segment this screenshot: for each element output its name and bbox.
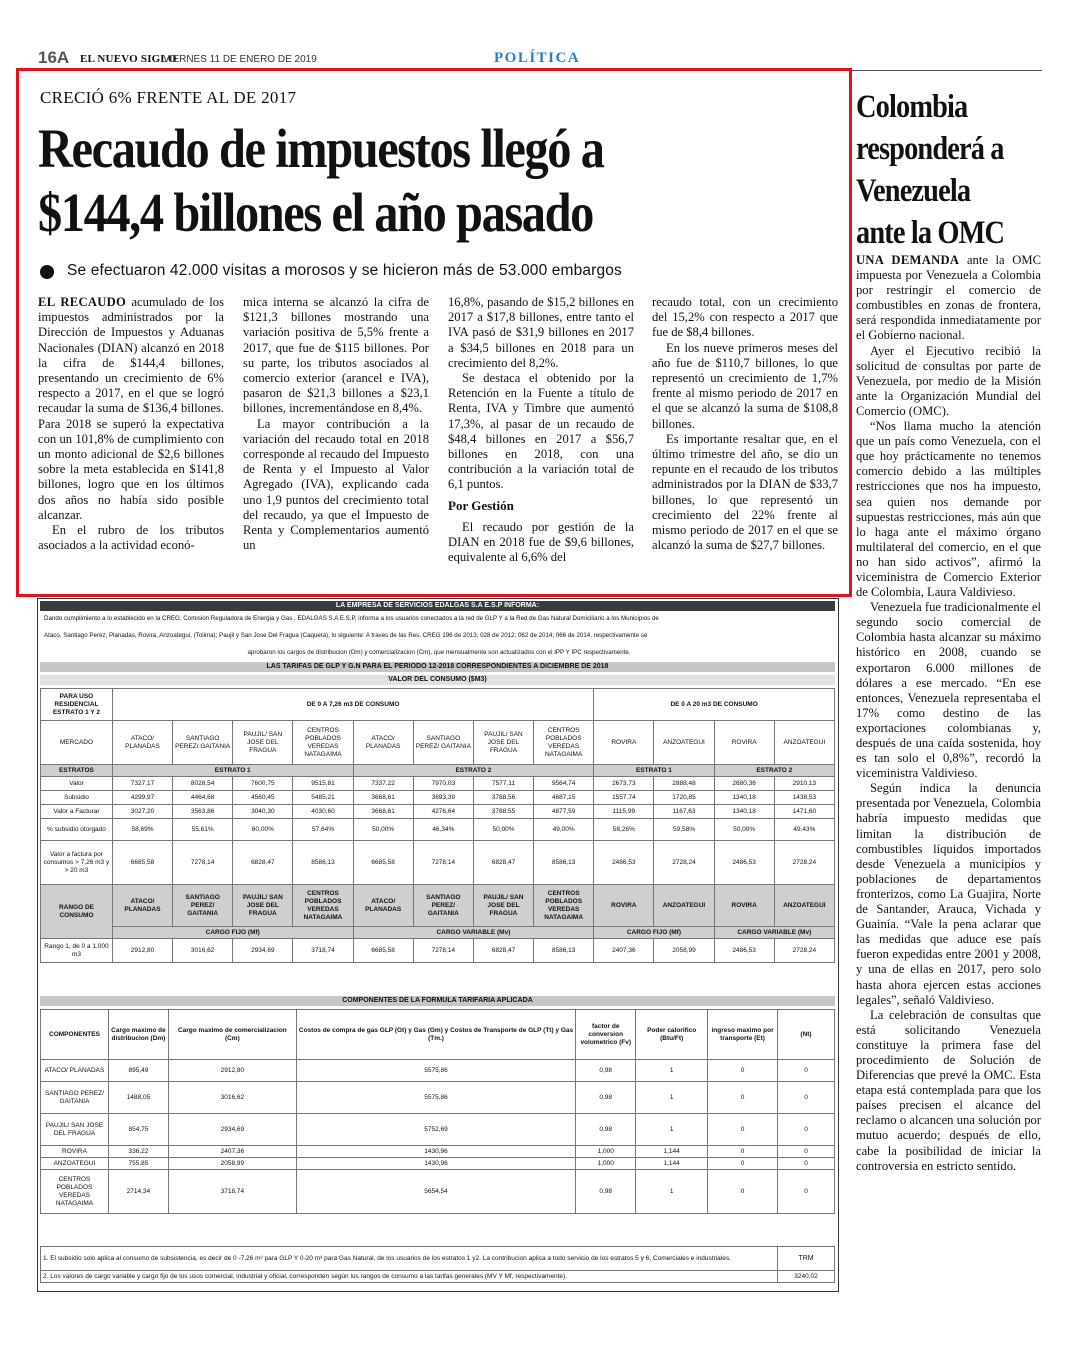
- cargo-row: [41, 927, 835, 939]
- component-value: 0: [778, 1114, 835, 1146]
- component-name: SANTIAGO PEREZ/ GAITANIA: [41, 1082, 109, 1114]
- value-cell: 6685,58: [353, 841, 413, 885]
- market-cell: ANZOATEGUI: [774, 721, 834, 765]
- estrato-1-cell: ESTRATO 1: [112, 765, 353, 777]
- market-cell: ATACO/ PLANADAS: [112, 885, 172, 927]
- rango-1-label: Rango 1, de 0 a 1,000 m3: [41, 939, 113, 963]
- component-name: ANZOATEGUI: [41, 1158, 109, 1170]
- value-cell: 7278,14: [413, 939, 473, 963]
- rango-consumo-cell: RANGO DE CONSUMO: [41, 885, 113, 939]
- market-cell: CENTROS POBLADOS VEREDAS NATAGAIMA: [534, 721, 594, 765]
- value-cell: 6828,47: [473, 841, 533, 885]
- component-header: (Nt): [778, 1010, 835, 1060]
- newspaper-name: EL NUEVO SIGLO: [80, 53, 177, 65]
- market-row: [41, 721, 835, 765]
- paragraph: La celebración de consultas que está solicitando Venezuela constituye la primera fase del procedimiento de Solución de Diferencias que prevé la OMC. Esta etapa está contemplada para que los países precisen el alcance del reclamo o alcancen una solución por mutuo acuerdo; después de ello, cabe la posibilidad de iniciar la controversia en estricto sentido.: [856, 1007, 1041, 1173]
- component-header: factor de conversion volumetrico (Fv): [576, 1010, 636, 1060]
- market-cell: PAUJIL/ SAN JOSE DEL FRAGUA: [473, 721, 533, 765]
- component-value: 0,98: [576, 1114, 636, 1146]
- value-cell: 6828,47: [473, 939, 533, 963]
- headline-line-1: Recaudo de impuestos llegó a: [38, 118, 604, 179]
- market-cell: ROVIRA: [714, 721, 774, 765]
- value-cell: 2912,80: [112, 939, 172, 963]
- trm-value: 3240,02: [778, 1271, 835, 1283]
- value-cell: 1340,18: [714, 805, 774, 819]
- component-value: 2714,34: [108, 1170, 168, 1214]
- paragraph: Venezuela fue tradicionalmente el segundo socio comercial de Colombia hasta alcanzar su máximo histórico en 2008, cuando se exportaron 6.000 millones de dólares a ese mercado. “En ese entonces, Venezuela representaba el 17% como destino de las exportaciones colombianas y, después de una caída sostenida, hoy es tan solo el 0,8%”, recordó la viceministra Valdivieso.: [856, 600, 1041, 781]
- value-cell: 7970,03: [413, 777, 473, 791]
- component-value: 1,000: [576, 1158, 636, 1170]
- notes-table: [40, 1246, 835, 1283]
- paragraph: “Nos llama mucho la atención que un país como Venezuela, con el que hoy prácticamente no tenemos comercio debido a las múltiples restricciones que nos ha impuesto, sea quien nos demande por supuestas restricciones, más aún que lo haga ante el máximo órgano multilateral del comercio, en el que no han sido activos”, afirmó la viceministra de Comercio Exterior de Colombia, Laura Valdivieso.: [856, 419, 1041, 600]
- market-cell: SANTIAGO PEREZ/ GAITANIA: [173, 885, 233, 927]
- paragraph: En el rubro de los tributos asociados a la actividad econó-: [38, 523, 224, 553]
- headline-line-2: $144,4 billones el año pasado: [38, 182, 593, 243]
- component-name: ATACO/ PLANADAS: [41, 1060, 109, 1082]
- issue-date: VIERNES 11 DE ENERO DE 2019: [163, 54, 317, 65]
- market-cell: ROVIRA: [594, 721, 654, 765]
- component-row: [41, 1060, 835, 1082]
- value-cell: 3563,86: [173, 805, 233, 819]
- value-cell: 3718,74: [293, 939, 353, 963]
- row-label: Subsidio: [41, 791, 113, 805]
- value-cell: 1720,85: [654, 791, 714, 805]
- value-cell: 2486,53: [594, 841, 654, 885]
- cargo-fijo-cell: CARGO FIJO (Mf): [594, 927, 714, 939]
- trm-label: TRM: [778, 1247, 835, 1271]
- value-row: [41, 777, 835, 791]
- value-cell: 50,00%: [353, 819, 413, 841]
- component-value: 2407,36: [168, 1146, 296, 1158]
- article-column-3: [448, 295, 634, 565]
- value-cell: 60,00%: [233, 819, 293, 841]
- value-cell: 2486,53: [714, 939, 774, 963]
- component-value: 1,000: [576, 1146, 636, 1158]
- components-header-row: [41, 1010, 835, 1060]
- components-table: [40, 1009, 835, 1214]
- component-value: 5654,54: [296, 1170, 575, 1214]
- value-cell: 7337,22: [353, 777, 413, 791]
- tariff-table: [40, 688, 835, 963]
- component-value: 5575,86: [296, 1060, 575, 1082]
- range-gn-cell: DE 0 A 20 m3 DE CONSUMO: [594, 689, 835, 721]
- value-cell: 49,43%: [774, 819, 834, 841]
- value-cell: 2934,69: [233, 939, 293, 963]
- tariff-advertisement: [37, 598, 839, 1292]
- market-cell: CENTROS POBLADOS VEREDAS NATAGAIMA: [534, 885, 594, 927]
- market-cell: ROVIRA: [594, 885, 654, 927]
- component-value: 0,98: [576, 1082, 636, 1114]
- component-value: 0: [708, 1170, 778, 1214]
- paragraph: recaudo total, con un crecimiento del 15,2% con respecto a 2017 que fue de $8,4 billones.: [652, 295, 838, 340]
- estrato-2-cell: ESTRATO 2: [714, 765, 834, 777]
- value-row: [41, 791, 835, 805]
- ad-intro-2: Ataco, Santiago Perez, Planadas, Rovira, Anzoategui, (Tolima); Paujil y San Jose Del Fragua (Caqueta), lo siguiente: A traves de las Res. CREG 196 de 2013; 028 de 2012; 062 de 2014; 066 de 2014, respectivamente se: [44, 632, 648, 639]
- paragraph: El recaudo por gestión de la DIAN en 2018 fue de $9,6 billones, equivalente al 6,6% del: [448, 519, 634, 565]
- market-cell: ATACO/ PLANADAS: [353, 721, 413, 765]
- market-cell: SANTIAGO PEREZ/ GAITANIA: [413, 721, 473, 765]
- component-value: 0: [778, 1170, 835, 1214]
- component-value: 5575,86: [296, 1082, 575, 1114]
- article-kicker: CRECIÓ 6% FRENTE AL DE 2017: [40, 88, 297, 107]
- ad-intro-3: aprobaron los cargos de distribucion (Dm) y comercializacion (Cm), que mensualmente son actualizados con el IPP Y IPC respectivamente.: [247, 649, 631, 656]
- value-cell: 7278,14: [173, 841, 233, 885]
- value-cell: 6685,58: [112, 841, 172, 885]
- paragraph: 16,8%, pasando de $15,2 billones en 2017 a $17,8 billones, entre tanto el IVA pasó de $31,9 billones en 2017 a $34,5 billones en 2018 para un crecimiento del 8,2%.: [448, 295, 634, 370]
- value-cell: 4560,45: [233, 791, 293, 805]
- value-cell: 49,00%: [534, 819, 594, 841]
- component-value: 1: [636, 1114, 708, 1146]
- component-value: 0: [708, 1158, 778, 1170]
- value-cell: 7278,14: [413, 841, 473, 885]
- estratos-cell: ESTRATOS: [41, 765, 113, 777]
- article-deck: Se efectuaron 42.000 visitas a morosos y se hicieron más de 53.000 embargos: [67, 262, 622, 279]
- value-cell: 2673,73: [594, 777, 654, 791]
- component-value: 0: [778, 1158, 835, 1170]
- range-glp-cell: DE 0 A 7,26 m3 DE CONSUMO: [112, 689, 593, 721]
- market-cell: ROVIRA: [714, 885, 774, 927]
- value-cell: 3040,30: [233, 805, 293, 819]
- paragraph: Ayer el Ejecutivo recibió la solicitud de consultas por parte de Venezuela, por medio de la Misión ante la Organización Mundial del Comercio (OMC).: [856, 343, 1041, 418]
- component-value: 0: [778, 1060, 835, 1082]
- market-cell: ANZOATEGUI: [654, 885, 714, 927]
- side-article-body: [856, 253, 1041, 1174]
- components-title: COMPONENTES DE LA FORMULA TARIFARIA APLICADA: [40, 996, 835, 1006]
- value-cell: 46,34%: [413, 819, 473, 841]
- value-cell: 50,00%: [473, 819, 533, 841]
- ad-title: LA EMPRESA DE SERVICIOS EDALGAS S.A E.S.P INFORMA:: [40, 601, 835, 611]
- lead-word: EL RECAUDO: [38, 295, 127, 309]
- paragraph: La mayor contribución a la variación del recaudo total en 2018 corresponde al recaudo del Impuesto de Renta y el Impuesto al Valor Agregado (IVA), explicando cada uno 1,9 puntos del crecimiento total del recaudo, ya que el Impuesto de Renta y Complementarios aumentó un: [243, 416, 429, 553]
- value-cell: 55,61%: [173, 819, 233, 841]
- market-cell: CENTROS POBLADOS VEREDAS NATAGAIMA: [293, 721, 353, 765]
- article-column-1: [38, 295, 224, 553]
- value-cell: 8586,13: [293, 841, 353, 885]
- value-row: [41, 841, 835, 885]
- article-headline: [38, 117, 742, 245]
- component-header: Cargo maximo de distribucion (Dm): [108, 1010, 168, 1060]
- value-cell: 8586,13: [534, 841, 594, 885]
- subheading: Por Gestión: [448, 497, 514, 513]
- component-value: 0: [778, 1146, 835, 1158]
- header-row: [41, 689, 835, 721]
- row-label: % subsidio otorgado: [41, 819, 113, 841]
- row-label: Valor a factura por consumos > 7,26 m3 y > 20 m3: [41, 841, 113, 885]
- value-cell: 1471,60: [774, 805, 834, 819]
- value-cell: 4687,15: [534, 791, 594, 805]
- component-row: [41, 1114, 835, 1146]
- market-cell: ATACO/ PLANADAS: [112, 721, 172, 765]
- component-row: [41, 1158, 835, 1170]
- component-value: 3718,74: [168, 1170, 296, 1214]
- component-header: ingreso maximo por transporte (Et): [708, 1010, 778, 1060]
- paragraph: Se destaca el obtenido por la Retención en la Fuente a título de Renta, IVA y Timbre que aumentó 17,3%, al pasar de un recaudo de $48,4 billones en 2017 a $56,7 billones en 2018, con una contribución a la variación total de 6,1 puntos.: [448, 371, 634, 492]
- value-cell: 2680,36: [714, 777, 774, 791]
- value-cell: 2728,24: [774, 841, 834, 885]
- market-cell: SANTIAGO PEREZ/ GAITANIA: [413, 885, 473, 927]
- value-cell: 7577,11: [473, 777, 533, 791]
- component-value: 2058,99: [168, 1158, 296, 1170]
- value-cell: 57,64%: [293, 819, 353, 841]
- value-cell: 5485,21: [293, 791, 353, 805]
- component-value: 1430,96: [296, 1158, 575, 1170]
- component-value: 2934,69: [168, 1114, 296, 1146]
- value-cell: 2407,36: [594, 939, 654, 963]
- value-cell: 7600,75: [233, 777, 293, 791]
- rango-header-row: [41, 885, 835, 927]
- component-value: 0: [708, 1114, 778, 1146]
- component-value: 0: [708, 1146, 778, 1158]
- component-value: 895,49: [108, 1060, 168, 1082]
- component-value: 0,98: [576, 1060, 636, 1082]
- component-name: PAUJIL/ SAN JOSE DEL FRAGUA: [41, 1114, 109, 1146]
- value-cell: 8028,54: [173, 777, 233, 791]
- cargo-variable-cell: CARGO VARIABLE (Mv): [714, 927, 834, 939]
- component-value: 1: [636, 1082, 708, 1114]
- value-cell: 1115,99: [594, 805, 654, 819]
- paragraph: En los nueve primeros meses del año fue de $110,7 billones, lo que representó un crecimiento de 1,7% frente al mismo periodo de 2017 en el que se alcanzó la suma de $108,8 billones.: [652, 340, 838, 431]
- value-cell: 3668,61: [353, 805, 413, 819]
- value-cell: 50,00%: [714, 819, 774, 841]
- value-row: [41, 819, 835, 841]
- component-value: 2912,80: [168, 1060, 296, 1082]
- value-cell: 1167,63: [654, 805, 714, 819]
- component-value: 1,144: [636, 1146, 708, 1158]
- component-value: 755,85: [108, 1158, 168, 1170]
- component-header: COMPONENTES: [41, 1010, 109, 1060]
- component-value: 0: [708, 1082, 778, 1114]
- value-cell: 4276,64: [413, 805, 473, 819]
- market-cell: PAUJIL/ SAN JOSE DEL FRAGUA: [233, 885, 293, 927]
- section-name: POLÍTICA: [494, 50, 581, 66]
- note-1: 1. El subsidio solo aplica al consumo de subsistencia, es decir de 0 -7.26 m³ para GLP Y 0-20 m³ para Gas Natural, de los usuarios de los estratos 1 y2. La contribucion aplica a todo servicio de los estratos 5 y 6, Comerciales e industriales.: [41, 1247, 778, 1271]
- value-cell: 1557,74: [594, 791, 654, 805]
- component-header: Poder calorifico (Btu/Ft): [636, 1010, 708, 1060]
- component-value: 0: [778, 1082, 835, 1114]
- value-cell: 2910,13: [774, 777, 834, 791]
- value-cell: 1438,53: [774, 791, 834, 805]
- article-column-4: [652, 295, 838, 553]
- component-row: [41, 1146, 835, 1158]
- value-cell: 2058,99: [654, 939, 714, 963]
- estratos-row: [41, 765, 835, 777]
- value-cell: 3016,62: [173, 939, 233, 963]
- market-cell: ATACO/ PLANADAS: [353, 885, 413, 927]
- component-value: 336,22: [108, 1146, 168, 1158]
- estrato-1-cell: ESTRATO 1: [594, 765, 714, 777]
- component-name: CENTROS POBLADOS VEREDAS NATAGAIMA: [41, 1170, 109, 1214]
- value-cell: 9564,74: [534, 777, 594, 791]
- value-cell: 58,69%: [112, 819, 172, 841]
- value-cell: 4299,97: [112, 791, 172, 805]
- article-column-2: [243, 295, 429, 553]
- value-cell: 2888,48: [654, 777, 714, 791]
- market-cell: PAUJIL/ SAN JOSE DEL FRAGUA: [233, 721, 293, 765]
- market-cell: ANZOATEGUI: [654, 721, 714, 765]
- market-cell: SANTIAGO PEREZ/ GAITANIA: [173, 721, 233, 765]
- row-label: Valor a Facturar: [41, 805, 113, 819]
- value-cell: 4464,68: [173, 791, 233, 805]
- component-value: 854,75: [108, 1114, 168, 1146]
- value-cell: 2486,53: [714, 841, 774, 885]
- value-cell: 9515,81: [293, 777, 353, 791]
- market-cell: CENTROS POBLADOS VEREDAS NATAGAIMA: [293, 885, 353, 927]
- value-cell: 2728,24: [774, 939, 834, 963]
- page-number: 16A: [38, 48, 70, 67]
- value-cell: 7327,17: [112, 777, 172, 791]
- component-value: 1488,05: [108, 1082, 168, 1114]
- component-value: 0: [708, 1060, 778, 1082]
- component-row: [41, 1170, 835, 1214]
- value-cell: 8586,13: [534, 939, 594, 963]
- paragraph: Es importante resaltar que, en el último trimestre del año, se dio un repunte en el recaudo de los tributos administrados por la DIAN de $33,7 billones, lo que representó un crecimiento del 22% frente al mismo periodo de 2017 en el que se alcanzó la suma de $27,7 billones.: [652, 431, 838, 553]
- para-uso-cell: PARA USO RESIDENCIAL ESTRATO 1 Y 2: [41, 689, 113, 721]
- value-cell: 58,26%: [594, 819, 654, 841]
- paragraph: UNA DEMANDA ante la OMC impuesta por Venezuela a Colombia por restringir el comercio de combustibles en zonas de frontera, será respondida inmediatamente por el Gobierno nacional.: [856, 253, 1041, 343]
- rango-1-row: [41, 939, 835, 963]
- bullet-icon: [40, 265, 54, 279]
- value-cell: 3788,55: [473, 805, 533, 819]
- row-label: Valor: [41, 777, 113, 791]
- mercado-cell: MERCADO: [41, 721, 113, 765]
- note-2: 2. Los valores de cargo variable y cargo fijo de los usos comercial, industrial y oficial, corresponden según los rangos de consumo a las tarifas generales (MV Y Mf, respectivamente).: [41, 1271, 778, 1283]
- value-cell: 6828,47: [233, 841, 293, 885]
- value-cell: 3693,39: [413, 791, 473, 805]
- component-value: 0,98: [576, 1170, 636, 1214]
- valor-title: VALOR DEL CONSUMO ($M3): [40, 675, 835, 685]
- component-header: Cargo maximo de comercializacion (Cm): [168, 1010, 296, 1060]
- component-name: ROVIRA: [41, 1146, 109, 1158]
- value-cell: 1340,18: [714, 791, 774, 805]
- value-cell: 3788,56: [473, 791, 533, 805]
- component-row: [41, 1082, 835, 1114]
- component-header: Costos de compra de gas GLP (Gt) y Gas (Gm) y Costos de Transporte de GLP (Tt) y Gas (Tm.): [296, 1010, 575, 1060]
- value-cell: 3668,61: [353, 791, 413, 805]
- market-cell: PAUJIL/ SAN JOSE DEL FRAGUA: [473, 885, 533, 927]
- estrato-2-cell: ESTRATO 2: [353, 765, 594, 777]
- value-row: [41, 805, 835, 819]
- side-article-title: Colombia responderá a Venezuela ante la OMC: [856, 89, 1005, 251]
- cargo-fijo-cell: CARGO FIJO (Mf): [112, 927, 353, 939]
- market-cell: ANZOATEGUI: [774, 885, 834, 927]
- tarifas-title: LAS TARIFAS DE GLP Y G.N PARA EL PERIODO 12-2018 CORRESPONDIENTES A DICIEMBRE DE 2018: [40, 662, 835, 672]
- lead-word: UNA DEMANDA: [856, 253, 960, 267]
- component-value: 1: [636, 1170, 708, 1214]
- paragraph: EL RECAUDO acumulado de los impuestos administrados por la Dirección de Impuestos y Aduanas Nacionales (DIAN) alcanzó en 2018 la cifra de $144,4 billones, presentando un crecimiento de 6% respecto a 2017, en el que se logró recaudar la suma de $136,4 billones. Para 2018 se superó la expectativa con un 101,8% de cumplimiento con un monto adicional de $2,6 billones sobre la meta establecida en $141,8 billones, logro que en los últimos dos años no había sido posible alcanzar.: [38, 295, 224, 522]
- value-cell: 2728,24: [654, 841, 714, 885]
- component-value: 5752,69: [296, 1114, 575, 1146]
- value-cell: 59,58%: [654, 819, 714, 841]
- component-value: 1,144: [636, 1158, 708, 1170]
- component-value: 1430,96: [296, 1146, 575, 1158]
- value-cell: 3027,20: [112, 805, 172, 819]
- component-value: 3016,62: [168, 1082, 296, 1114]
- cargo-variable-cell: CARGO VARIABLE (Mv): [353, 927, 594, 939]
- paragraph: Según indica la denuncia presentada por Venezuela, Colombia habría impuesto medidas que limitan la distribución de combustibles líquidos importados desde Venezuela a municipios y poblaciones de departamentos fronterizos, como La Guajira, Norte de Santander, Arauca, Vichada y Guainía. “Vale la pena aclarar que las medidas que aduce ese país fueron expedidas entre 2001 y 2008, y una de ellas en 2017, pero solo hasta ahora ejercen estas acciones legales”, señaló Valdivieso.: [856, 781, 1041, 1007]
- ad-intro-1: Dando cumplimiento a lo establecido en la CREG, Comision Reguladora de Energia y Gas , EDALGAS S.A E.S.P, informa a los usuarios conectados a la red de GLP Y a la Red de Gas Natural Domiciliario a los Municipios de: [44, 615, 659, 622]
- value-cell: 4877,59: [534, 805, 594, 819]
- value-cell: 6685,58: [353, 939, 413, 963]
- value-cell: 4030,60: [293, 805, 353, 819]
- paragraph: mica interna se alcanzó la cifra de $121,3 billones mostrando una variación positiva de 5,5% frente a 2017, que fue de $115 billones. Por su parte, los tributos asociados al comercio exterior (arancel e IVA), pasaron de $21,3 billones a $23,1 billones, incrementándose en 8,4%.: [243, 295, 429, 416]
- component-value: 1: [636, 1060, 708, 1082]
